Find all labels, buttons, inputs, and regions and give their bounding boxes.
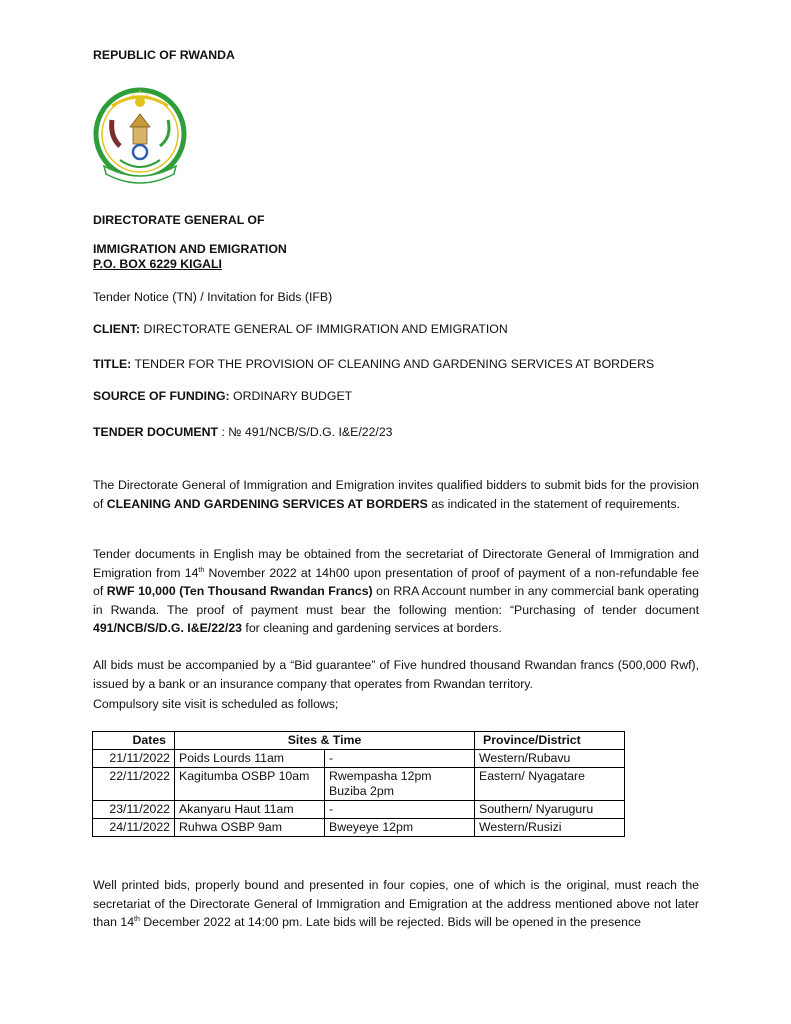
para5-text-a: Well printed bids, properly bound and presented in four copies, one of which is the original, must reach the secretariat of the Directorate General of Immigration and Emigration at the address mentioned above not later than 14 <box>93 878 699 929</box>
client-label: CLIENT: <box>93 322 141 336</box>
title-label: TITLE: <box>93 357 132 371</box>
para2-sup: th <box>198 566 205 574</box>
para1-text-a: The Directorate General of Immigration and Emigration invites qualified bidders to submit bids for the provision of <box>93 478 699 511</box>
para2-text-b: November 2022 at 14h00 upon presentation of proof of payment of a non-refundable fee of <box>93 565 699 598</box>
cell-site: Akanyaru Haut 11am <box>175 801 325 819</box>
para2-doc-number: 491/NCB/S/D.G. I&E/22/23 <box>93 621 242 635</box>
para2-text-a: Tender documents in English may be obtained from the secretariat of Directorate General of Immigration and Emigration from 14 <box>93 547 699 580</box>
po-box: P.O. BOX 6229 KIGALI <box>93 257 222 271</box>
client-field <box>93 322 508 337</box>
title-field <box>93 357 654 372</box>
table-row <box>93 750 625 768</box>
tender-document-value: : № 491/NCB/S/D.G. I&E/22/23 <box>218 425 393 439</box>
cell-province: Western/Rubavu <box>475 750 625 768</box>
national-seal <box>90 82 190 192</box>
cell-date: 22/11/2022 <box>93 768 175 801</box>
cell-site: - <box>325 801 475 819</box>
cell-site: - <box>325 750 475 768</box>
cell-site-line: Rwempasha 12pm <box>329 769 432 783</box>
paragraph-tender-documents <box>93 545 699 638</box>
para1-services: CLEANING AND GARDENING SERVICES AT BORDERS <box>106 496 428 511</box>
cell-date: 21/11/2022 <box>93 750 175 768</box>
para2-text-d: on RRA Account number in any commercial bank operating in Rwanda. The proof of payment must bear the following mention: “Purchasing of tender document <box>93 584 699 617</box>
cell-date: 24/11/2022 <box>93 819 175 837</box>
table-row <box>93 801 625 819</box>
cell-province: Southern/ Nyaruguru <box>475 801 625 819</box>
table-header-row <box>93 732 625 750</box>
site-visit-table <box>92 731 625 837</box>
para2-text-f: for cleaning and gardening services at borders. <box>242 621 502 635</box>
cell-site-line: Buziba 2pm <box>329 784 394 798</box>
cell-site: Ruhwa OSBP 9am <box>175 819 325 837</box>
col-header-dates: Dates <box>93 732 175 750</box>
cell-site <box>325 768 475 801</box>
para3-text: All bids must be accompanied by a “Bid guarantee” of Five hundred thousand Rwandan francs (500,000 Rwf), issued by a bank or an insurance company that operates from Rwandan territory. <box>93 658 699 691</box>
seal-icon <box>90 82 190 192</box>
paragraph-bid-guarantee <box>93 656 699 693</box>
para5-text-b: December 2022 at 14:00 pm. Late bids will be rejected. Bids will be opened in the presence <box>139 915 641 929</box>
cell-site: Bweyeye 12pm <box>325 819 475 837</box>
funding-value: ORDINARY BUDGET <box>229 389 353 403</box>
cell-site: Poids Lourds 11am <box>175 750 325 768</box>
para1-text-c: as indicated in the statement of requirements. <box>427 496 681 511</box>
para5-sup: th <box>134 916 140 923</box>
title-value: TENDER FOR THE PROVISION OF CLEANING AND GARDENING SERVICES AT BORDERS <box>131 357 655 371</box>
tender-document-field <box>93 425 393 440</box>
col-header-province: Province/District <box>475 732 625 750</box>
org-line-2: IMMIGRATION AND EMIGRATION <box>93 242 287 256</box>
cell-province: Eastern/ Nyagatare <box>475 768 625 801</box>
cell-province: Western/Rusizi <box>475 819 625 837</box>
org-line-1: DIRECTORATE GENERAL OF <box>93 213 265 227</box>
table-row <box>93 819 625 837</box>
cell-site: Kagitumba OSBP 10am <box>175 768 325 801</box>
country-heading: REPUBLIC OF RWANDA <box>93 48 235 62</box>
tender-document-label: TENDER DOCUMENT <box>93 425 219 439</box>
client-value: DIRECTORATE GENERAL OF IMMIGRATION AND EMIGRATION <box>140 322 508 336</box>
site-visit-intro: Compulsory site visit is scheduled as follows; <box>93 697 339 711</box>
col-header-sites: Sites & Time <box>175 732 475 750</box>
paragraph-submission <box>93 876 699 932</box>
table-row <box>93 768 625 801</box>
cell-date: 23/11/2022 <box>93 801 175 819</box>
paragraph-invitation <box>93 476 699 513</box>
para2-fee: RWF 10,000 (Ten Thousand Rwandan Francs) <box>106 584 373 598</box>
notice-type: Tender Notice (TN) / Invitation for Bids (IFB) <box>93 290 333 304</box>
funding-label: SOURCE OF FUNDING: <box>93 389 230 403</box>
funding-field <box>93 389 352 404</box>
